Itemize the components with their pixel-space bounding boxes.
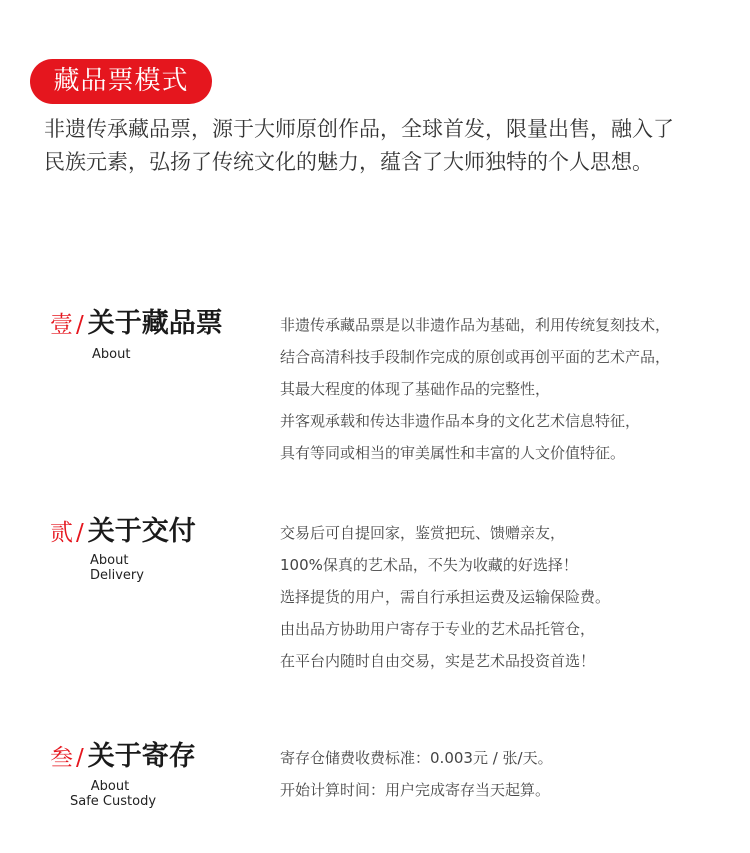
subtitle-line: Safe Custody	[70, 794, 157, 809]
body-line: 结合高清科技手段制作完成的原创或再创平面的艺术产品，	[280, 348, 671, 366]
subtitle-line: About	[92, 347, 131, 362]
section-heading	[50, 740, 196, 777]
intro-text	[44, 113, 724, 179]
body-line: 在平台内随时自由交易，实是艺术品投资首选！	[280, 652, 596, 670]
section-slash: /	[76, 312, 84, 338]
section-body	[280, 309, 720, 469]
section-slash: /	[76, 520, 84, 546]
body-line: 选择提货的用户，需自行承担运费及运输保险费。	[280, 588, 611, 606]
body-line: 其最大程度的体现了基础作品的完整性，	[280, 380, 551, 398]
section-title: 关于藏品票	[87, 308, 223, 339]
body-line: 交易后可自提回家，鉴赏把玩、馈赠亲友，	[280, 524, 566, 542]
body-line: 并客观承载和传达非遗作品本身的文化艺术信息特征，	[280, 412, 641, 430]
section-number: 壹	[50, 312, 73, 338]
body-line: 具有等同或相当的审美属性和丰富的人文价值特征。	[280, 444, 626, 462]
subtitle-line: About	[90, 553, 129, 568]
subtitle-line: Delivery	[90, 568, 144, 583]
section-heading	[50, 515, 196, 552]
section-body	[280, 517, 720, 677]
section-title: 关于寄存	[87, 741, 196, 772]
section-heading	[50, 307, 223, 344]
section-subtitle	[90, 553, 144, 583]
body-line: 开始计算时间：用户完成寄存当天起算。	[280, 781, 551, 799]
intro-line: 民族元素，弘扬了传统文化的魅力，蕴含了大师独特的个人思想。	[44, 150, 653, 174]
section-slash: /	[76, 745, 84, 771]
section-title: 关于交付	[87, 516, 196, 547]
mode-badge: 藏品票模式	[30, 59, 212, 104]
body-line: 非遗传承藏品票是以非遗作品为基础，利用传统复刻技术，	[280, 316, 671, 334]
section-body	[280, 742, 720, 806]
intro-line: 非遗传承藏品票，源于大师原创作品，全球首发，限量出售，融入了	[44, 117, 674, 141]
subtitle-line: About	[90, 779, 130, 794]
body-line: 100%保真的艺术品，不失为收藏的好选择！	[280, 556, 578, 574]
section-number: 贰	[50, 520, 73, 546]
section-subtitle	[70, 779, 157, 809]
body-line: 由出品方协助用户寄存于专业的艺术品托管仓，	[280, 620, 596, 638]
body-line: 寄存仓储费收费标准：0.003元 / 张/天。	[280, 749, 553, 767]
section-number: 叁	[50, 745, 73, 771]
section-subtitle	[92, 347, 130, 362]
